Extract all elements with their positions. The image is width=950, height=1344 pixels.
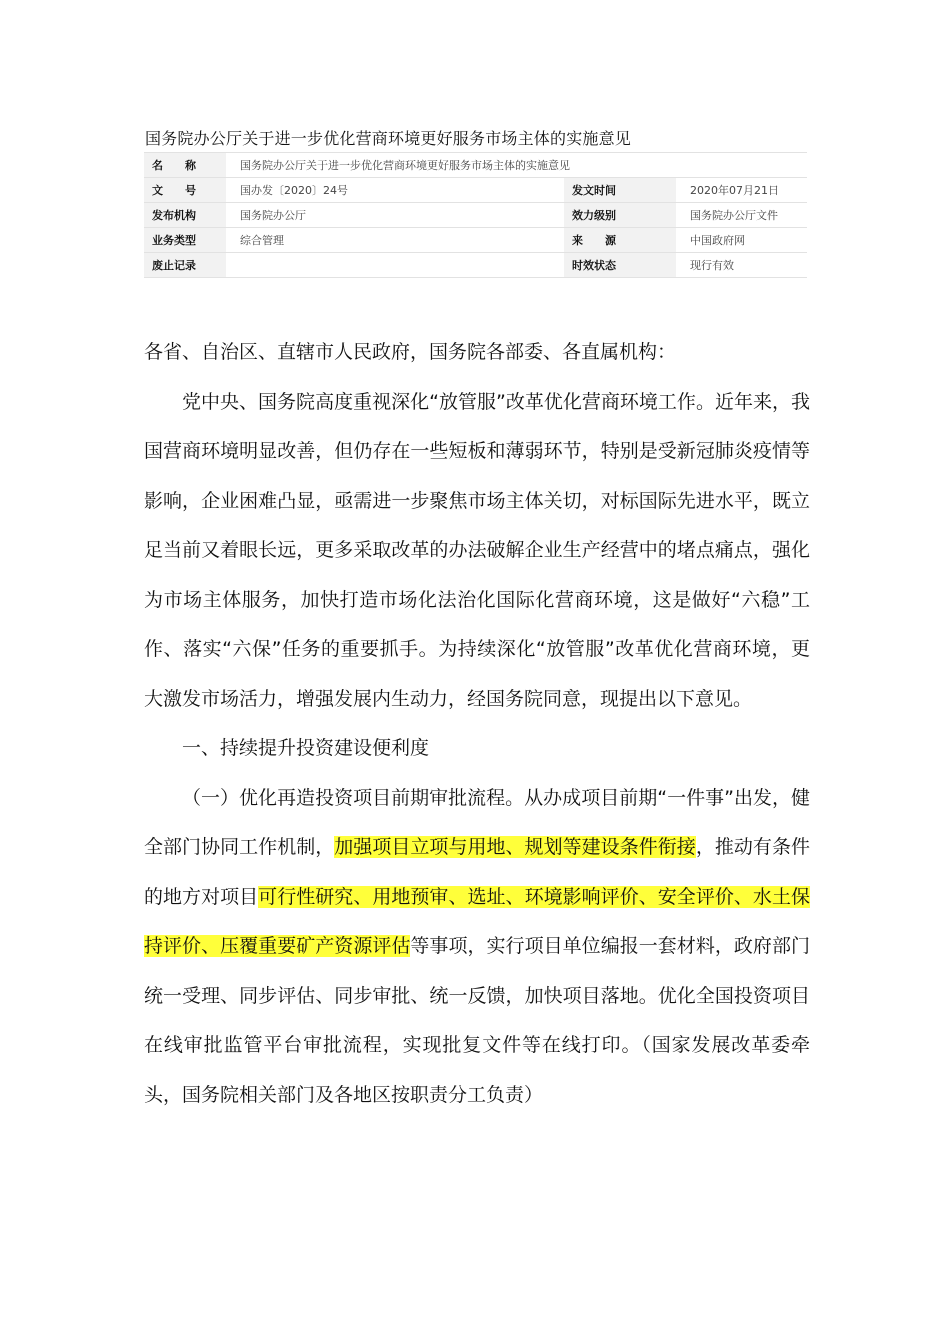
issuer-value: 国务院办公厅 [226,203,564,228]
highlighted-text-2: 可行性研究、用地预审、选址、环境影响评价、安全评价、水土保持评价、压覆重要矿产资源评估 [144,885,810,957]
source-label: 来 源 [564,228,676,253]
source-value: 中国政府网 [676,228,807,253]
salutation: 各省、自治区、直辖市人民政府，国务院各部委、各直属机构： [144,341,677,363]
section-heading: 一、持续提升投资建设便利度 [182,737,430,759]
meta-row-issuer [144,203,807,228]
item-paragraph [144,774,810,1121]
meta-row-name [144,153,807,178]
doc-no-label: 文 号 [144,178,226,203]
document-metadata-table [144,152,807,278]
issue-date-value: 2020年07月21日 [676,178,807,203]
meta-row-status [144,253,807,278]
intro-paragraph: 党中央、国务院高度重视深化“放管服”改革优化营商环境工作。近年来，我国营商环境明显改善，但仍存在一些短板和薄弱环节，特别是受新冠肺炎疫情等影响，企业困难凸显，亟需进一步聚焦市场主体关切，对标国际先进水平，既立足当前又着眼长远，更多采取改革的办法破解企业生产经营中的堵点痛点，强化为市场主体服务，加快打造市场化法治化国际化营商环境，这是做好“六稳”工作、落实“六保”任务的重要抓手。为持续深化“放管服”改革优化营商环境，更大激发市场活力，增强发展内生动力，经国务院同意，现提出以下意见。 [144,390,810,710]
abolish-label: 废止记录 [144,253,226,278]
issue-date-label: 发文时间 [564,178,676,203]
name-value: 国务院办公厅关于进一步优化营商环境更好服务市场主体的实施意见 [226,153,807,178]
status-label: 时效状态 [564,253,676,278]
document-body [144,328,810,1120]
status-value: 现行有效 [676,253,807,278]
abolish-value [226,253,564,278]
name-label: 名 称 [144,153,226,178]
item-text-part3: 等事项，实行项目单位编报一套材料，政府部门统一受理、同步评估、同步审批、统一反馈，加快项目落地。优化全国投资项目在线审批监管平台审批流程，实现批复文件等在线打印。（国家发展改革委牵头，国务院相关部门及各地区按职责分工负责） [144,935,810,1106]
level-value: 国务院办公厅文件 [676,203,807,228]
doc-no-value: 国办发〔2020〕24号 [226,178,564,203]
meta-row-type [144,228,807,253]
highlighted-text-1: 加强项目立项与用地、规划等建设条件衔接 [334,836,696,858]
meta-row-doc-no [144,178,807,203]
level-label: 效力级别 [564,203,676,228]
type-value: 综合管理 [226,228,564,253]
issuer-label: 发布机构 [144,203,226,228]
type-label: 业务类型 [144,228,226,253]
item-text-part1: （一）优化再造投资项目前期审批流程。从办成项目前期“一件事”出发，健全部门协同工作机制， [144,786,810,858]
document-title: 国务院办公厅关于进一步优化营商环境更好服务市场主体的实施意见 [145,129,632,148]
item-text-part2: ，推动有条件的地方对项目 [144,836,810,908]
